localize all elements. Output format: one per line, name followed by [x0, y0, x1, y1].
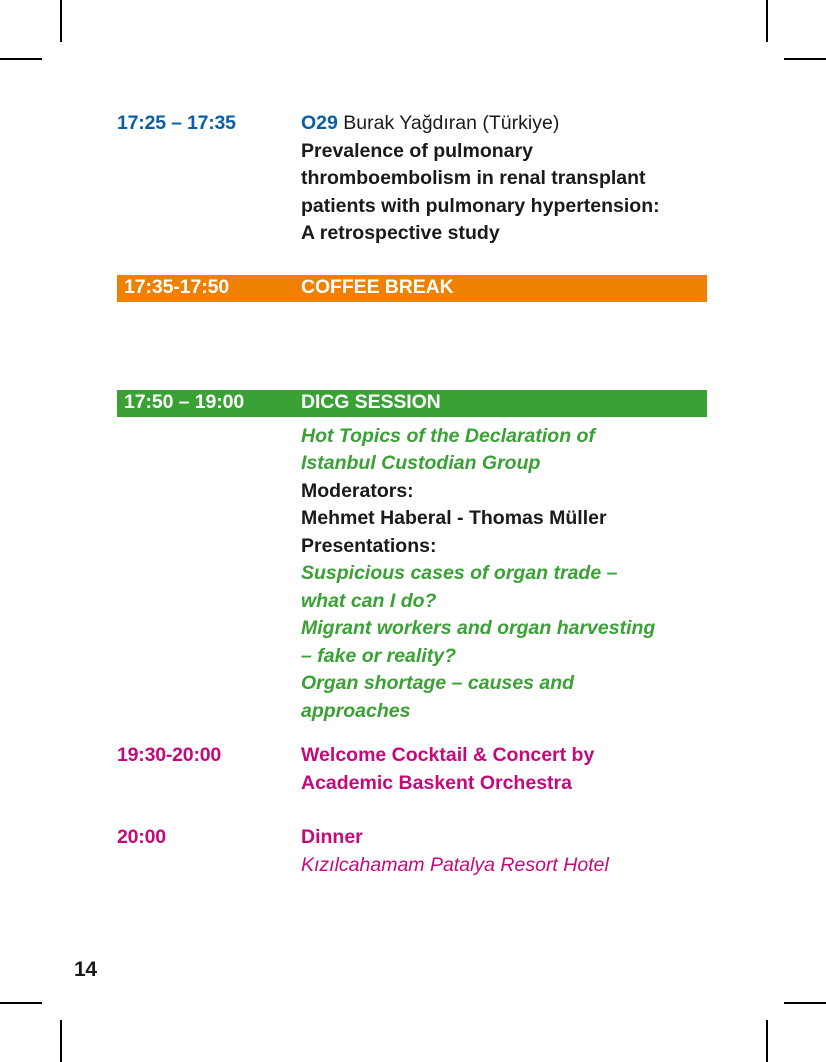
- crop-mark-top-right-vertical: [766, 0, 768, 42]
- talk-title-line-1: Prevalence of pulmonary: [301, 139, 533, 162]
- crop-mark-bottom-left-horizontal: [0, 1002, 42, 1004]
- crop-mark-bottom-right-vertical: [766, 1020, 768, 1062]
- dicg-subtitle-line-1: Hot Topics of the Declaration of: [301, 424, 595, 447]
- dicg-subtitle-line-2: Istanbul Custodian Group: [301, 452, 541, 474]
- spacer-before-dinner: [117, 797, 707, 824]
- spacer-before-coffee-break: [117, 248, 707, 275]
- crop-mark-top-left-vertical: [60, 0, 62, 42]
- dinner-body: [301, 824, 707, 879]
- dicg-presentation-line-2: what can I do?: [301, 589, 437, 612]
- dicg-presentation-line-3: Migrant workers and organ harvesting: [301, 617, 656, 639]
- dicg-session-time: 17:50 – 19:00: [124, 391, 245, 414]
- schedule-row-dicg-body: [117, 423, 707, 726]
- dinner-time: 20:00: [117, 826, 166, 848]
- schedule-row-talk: [117, 110, 707, 248]
- dinner-venue: Kızılcahamam Patalya Resort Hotel: [301, 853, 609, 876]
- schedule-row-dinner: [117, 824, 707, 879]
- talk-time: 17:25 – 17:35: [117, 112, 236, 134]
- cocktail-body: [301, 742, 707, 797]
- cocktail-title-line-1: Welcome Cocktail & Concert by: [301, 744, 595, 766]
- spacer-before-dicg-session: [117, 302, 707, 390]
- dicg-presentation-line-4: – fake or reality?: [301, 644, 456, 667]
- crop-mark-top-left-horizontal: [0, 58, 42, 60]
- dicg-presentation-line-6: approaches: [301, 699, 411, 722]
- talk-title-line-4: A retrospective study: [301, 222, 500, 244]
- talk-speaker-line: [301, 110, 707, 138]
- schedule-list: [117, 110, 707, 879]
- talk-body: [301, 110, 707, 248]
- talk-title-line-2: thromboembolism in renal transplant: [301, 167, 646, 189]
- dicg-presentation-line-5: Organ shortage – causes and: [301, 672, 575, 694]
- page-number: 14: [74, 958, 97, 981]
- talk-speaker: Burak Yağdıran (Türkiye): [343, 112, 560, 134]
- cocktail-title-line-2: Academic Baskent Orchestra: [301, 771, 572, 794]
- dicg-presentation-line-1: Suspicious cases of organ trade –: [301, 562, 618, 584]
- spacer-before-cocktail: [117, 725, 707, 742]
- dinner-title: Dinner: [301, 826, 363, 848]
- crop-mark-top-right-horizontal: [784, 58, 826, 60]
- coffee-break-time: 17:35-17:50: [124, 276, 230, 299]
- talk-abstract-code: O29: [301, 112, 338, 134]
- talk-title-line-3: patients with pulmonary hypertension:: [301, 194, 660, 217]
- dicg-body: [301, 423, 707, 726]
- dicg-session-label: DICG SESSION: [301, 391, 441, 414]
- crop-mark-bottom-right-horizontal: [784, 1002, 826, 1004]
- dicg-moderators-label: Moderators:: [301, 479, 414, 502]
- cocktail-time: 19:30-20:00: [117, 744, 222, 766]
- crop-mark-bottom-left-vertical: [60, 1020, 62, 1062]
- coffee-break-banner: [117, 275, 707, 302]
- dicg-presentations-label: Presentations:: [301, 534, 437, 557]
- coffee-break-label: COFFEE BREAK: [301, 276, 454, 299]
- schedule-row-cocktail: [117, 742, 707, 797]
- dicg-moderators: Mehmet Haberal - Thomas Müller: [301, 507, 607, 529]
- dicg-session-banner: [117, 390, 707, 417]
